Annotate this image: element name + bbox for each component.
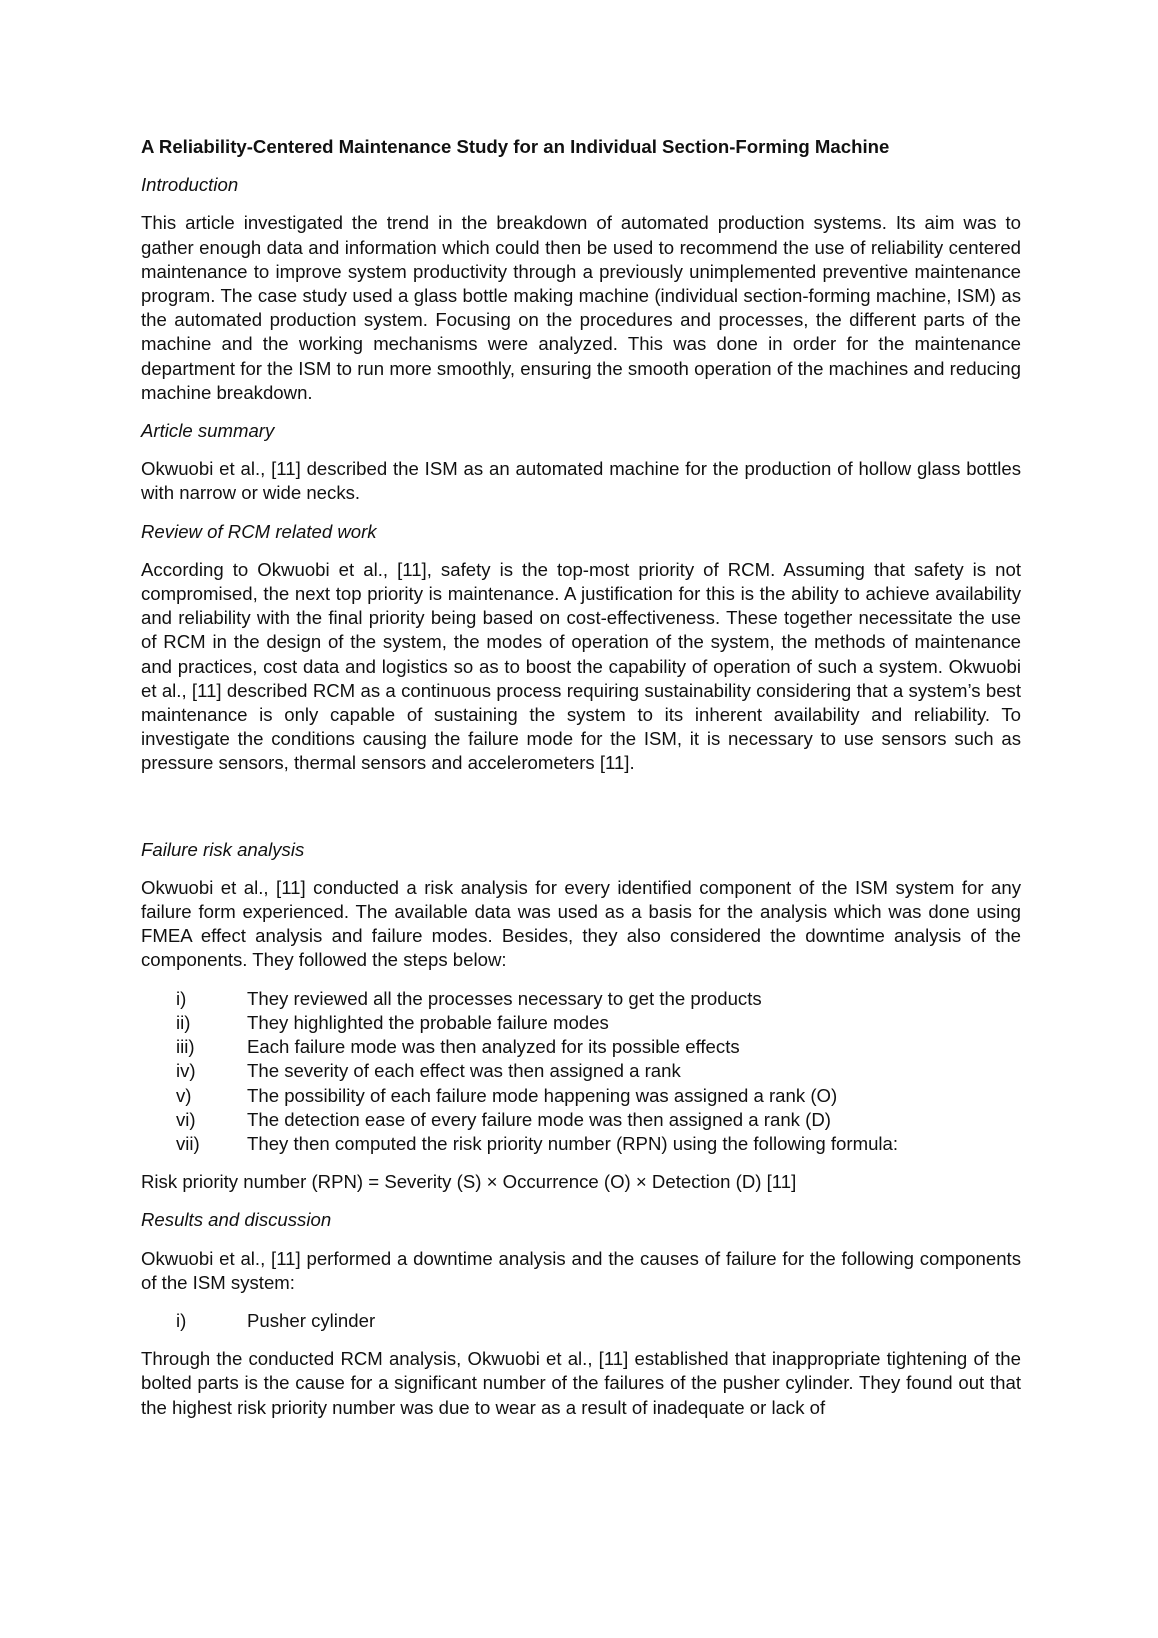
list-item-text: Pusher cylinder — [247, 1309, 376, 1331]
list-item-number: v) — [176, 1084, 192, 1106]
paragraph-results: Okwuobi et al., [11] performed a downtime analysis and the causes of failure for the following components of the ISM system: — [141, 1247, 1021, 1293]
list-item — [141, 987, 1021, 1011]
list-item — [141, 1084, 1021, 1108]
list-item-number: iii) — [176, 1036, 195, 1058]
list-item-number: i) — [176, 1309, 187, 1331]
rpn-formula: Risk priority number (RPN) = Severity (S) × Occurrence (O) × Detection (D) [11] — [141, 1171, 797, 1193]
paragraph-failure-risk: Okwuobi et al., [11] conducted a risk analysis for every identified component of the ISM system for any failure form experienced. The available data was used as a basis for the analysis which was done using FMEA effect analysis and failure modes. Besides, they also considered the downtime analysis of the components. They followed the steps below: — [141, 876, 1021, 971]
list-item — [141, 1132, 1021, 1156]
list-item — [141, 1035, 1021, 1059]
heading-introduction: Introduction — [141, 174, 239, 196]
list-item-number: vi) — [176, 1108, 196, 1130]
document-page — [141, 135, 1021, 1434]
paragraph-pusher-cylinder: Through the conducted RCM analysis, Okwuobi et al., [11] established that inappropriate tightening of the bolted parts is the cause for a significant number of the failures of the pusher cylinder. They found out that the highest risk priority number was due to wear as a result of inadequate or lack of — [141, 1348, 1021, 1418]
list-item-text: The severity of each effect was then assigned a rank — [247, 1060, 681, 1082]
paragraph-review: According to Okwuobi et al., [11], safety is the top-most priority of RCM. Assuming that safety is not compromised, the next top priority is maintenance. A justification for this is the ability to achieve availability and reliability with the final priority being based on cost-effectiveness. These together necessitate the use of RCM in the design of the system, the modes of operation of the system, the methods of maintenance and practices, cost data and logistics so as to boost the capability of operation of such a system. Okwuobi et al., [11] described RCM as a continuous process requiring sustainability considering that a system’s best maintenance is only capable of sustaining the system to its inherent availability and reliability. To investigate the conditions causing the failure mode for the ISM, it is necessary to use sensors such as pressure sensors, thermal sensors and accelerometers [11]. — [141, 558, 1021, 774]
heading-article-summary: Article summary — [141, 420, 275, 442]
paragraph-article-summary: Okwuobi et al., [11] described the ISM as an automated machine for the production of hollow glass bottles with narrow or wide necks. — [141, 458, 1021, 504]
list-item — [141, 1309, 1021, 1333]
components-list — [141, 1309, 1021, 1333]
section-spacer — [141, 790, 1021, 838]
list-item-number: ii) — [176, 1011, 191, 1033]
list-item — [141, 1059, 1021, 1083]
paragraph-introduction: This article investigated the trend in the breakdown of automated production systems. Its aim was to gather enough data and information which could then be used to recommend the use of reliability centered maintenance to improve system productivity through a previously unimplemented preventive maintenance program. The case study used a glass bottle making machine (individual section-forming machine, ISM) as the automated production system. Focusing on the procedures and processes, the different parts of the machine and the working mechanisms were analyzed. This was done in order for the maintenance department for the ISM to run more smoothly, ensuring the smooth operation of the machines and reducing machine breakdown. — [141, 212, 1021, 403]
list-item-text: They then computed the risk priority number (RPN) using the following formula: — [247, 1132, 899, 1154]
list-item-number: i) — [176, 987, 187, 1009]
list-item-text: They reviewed all the processes necessary to get the products — [247, 987, 762, 1009]
list-item-text: Each failure mode was then analyzed for its possible effects — [247, 1036, 740, 1058]
list-item-text: They highlighted the probable failure modes — [247, 1011, 609, 1033]
heading-review: Review of RCM related work — [141, 520, 377, 542]
steps-list — [141, 987, 1021, 1156]
document-title: A Reliability-Centered Maintenance Study for an Individual Section-Forming Machine — [141, 136, 890, 157]
list-item-text: The possibility of each failure mode happening was assigned a rank (O) — [247, 1084, 838, 1106]
list-item-number: vii) — [176, 1132, 200, 1154]
list-item — [141, 1011, 1021, 1035]
list-item-text: The detection ease of every failure mode was then assigned a rank (D) — [247, 1108, 831, 1130]
heading-results: Results and discussion — [141, 1209, 332, 1231]
list-item — [141, 1108, 1021, 1132]
list-item-number: iv) — [176, 1060, 196, 1082]
heading-failure-risk: Failure risk analysis — [141, 838, 305, 860]
